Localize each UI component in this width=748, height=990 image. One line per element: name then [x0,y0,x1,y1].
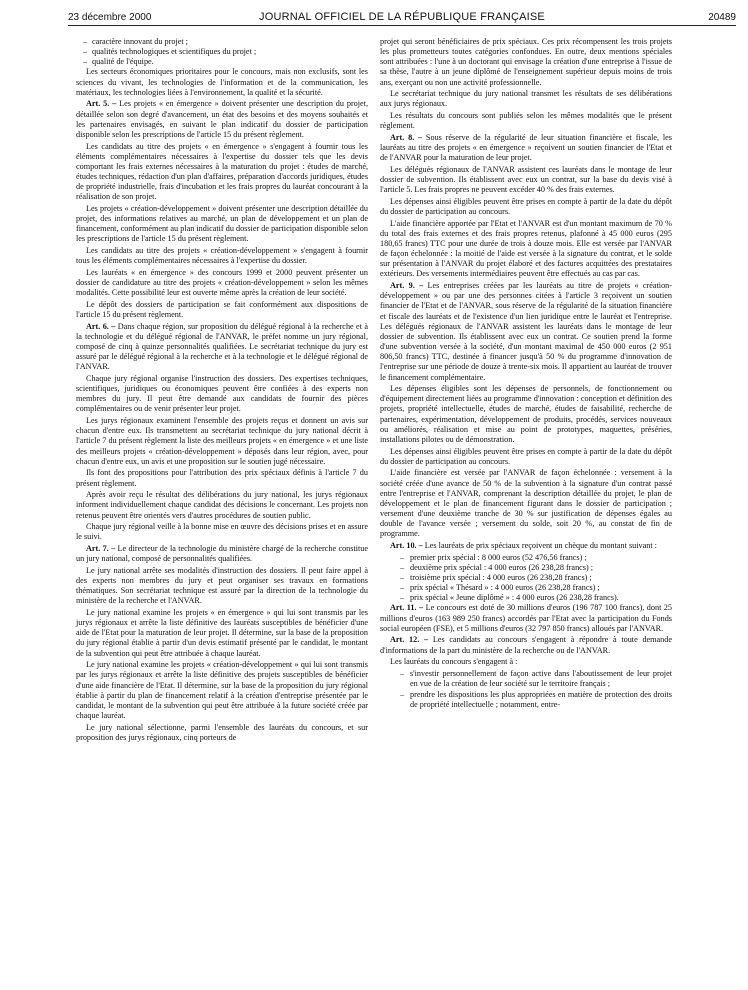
commitment-item: – s'investir personnellement de façon active dans l'aboutissement de leur projet en vue de la création de leur société sur le territoire français ; [380,669,672,689]
paragraph: Les secteurs économiques prioritaires pour le concours, mais non exclusifs, sont les sciences du vivant, les technologies de l'information et de la communication, les matériaux, les technologies liées à l'environnement, la qualité et la sécurité. [76,67,368,97]
criterion-item: – qualité de l'équipe. [76,57,368,67]
prize-item: – troisième prix spécial : 4 000 euros (26 238,28 francs) ; [380,573,672,583]
article-6 [76,322,368,373]
article-label: Art. 5. – [86,99,117,109]
paragraph: Les projets « création-développement » doivent présenter une description détaillée du projet, des informations relatives au marché, un plan de développement et un plan de financement, conformément au plan indicatif du dossier de participation disponible selon les prescriptions de l'article 15 du présent règlement. [76,204,368,244]
article-label: Art. 11. – [390,603,424,613]
paragraph: Les jurys régionaux examinent l'ensemble des projets reçus et donnent un avis sur chacun d'entre eux. Ils transmettent au secrétariat technique du jury national décrit à l'article 7 du présent règlement la liste des meilleurs projets « en émergence » et une liste des meilleurs projets « création-développement » déposés dans leur région, avec, pour chacun d'entre eux, un avis et une proposition sur le soutien jugé nécessaire. [76,416,368,466]
paragraph: Le jury national arrête ses modalités d'instruction des dossiers. Il peut faire appel à des experts non membres du jury et peut organiser ses travaux en formations thématiques. Son secrétariat technique est assuré par la direction de la technologie du ministère de la recherche et l'ANVAR. [76,565,368,606]
paragraph: Ils font des propositions pour l'attribution des prix spéciaux définis à l'article 7 du présent règlement. [76,468,368,488]
article-text: Les candidats au concours s'engagent à répondre à toute demande d'informations de la part du ministère de la recherche ou de l'ANVAR. [380,635,672,655]
paragraph: Le secrétariat technique du jury national transmet les résultats de ses délibérations aux jurys régionaux. [380,89,672,109]
criterion-item: – caractère innovant du projet ; [76,37,368,47]
paragraph: L'aide financière est versée par l'ANVAR de façon échelonnée : versement à la société créée d'une avance de 50 % de la subvention à la signature d'un contrat passé entre l'entreprise et l'ANVAR, comprenant la description détaillée du projet, le plan de développement et le plan de financement figurant dans le dossier de participation ; versement d'une deuxième tranche de 30 % sur justification de dépenses égales au double de l'avance versée ; versement du solde, soit 20 %, au constat de fin de programme. [380,468,672,539]
article-label: Art. 9. – [390,281,424,291]
paragraph: Les dépenses éligibles sont les dépenses de personnels, de fonctionnement ou d'équipement directement liées au programme d'innovation : conception et définition des projets, propriété intellectuelle, études de marché, études de faisabilité, recherche de partenaires, expérimentation, développement de produits, procédés, services nouveaux ou améliorés, réalisation et mise au point de prototypes, maquettes, préséries, installations pilotes ou de démonstration. [380,384,672,444]
paragraph: Chaque jury régional veille à la bonne mise en œuvre des décisions prises et en assure le suivi. [76,522,368,542]
right-column [380,37,672,712]
article-text: Sous réserve de la régularité de leur situation financière et fiscale, les lauréats au titre des projets « en émergence » reçoivent un soutien financier de l'Etat et de l'ANVAR pour la maturation de leur projet. [380,132,672,163]
article-text: Le directeur de la technologie du ministère chargé de la recherche constitue un jury national, composé de personnalités qualifiées. [76,544,369,564]
paragraph: Les dépenses ainsi éligibles peuvent être prises en compte à partir de la date du dépôt du dossier de participation au concours. [380,446,672,466]
paragraph: Les dépenses ainsi éligibles peuvent être prises en compte à partir de la date du dépôt du dossier de participation au concours. [380,196,672,216]
paragraph: Le jury national examine les projets « en émergence » qui lui sont transmis par les jurys régionaux et arrête la liste définitive des lauréats susceptibles de bénéficier d'une aide de l'Etat pour la maturation de leur projet. Il détermine, sur la base de la proposition du jury régional établie à partir d'un devis estimatif présenté par le candidat, le montant de la subvention qui peut être attribuée à chaque lauréat. [76,607,368,658]
paragraph: Le dépôt des dossiers de participation se fait conformément aux dispositions de l'article 15 du présent règlement. [76,299,368,320]
article-5 [76,99,368,140]
article-text: Dans chaque région, sur proposition du délégué régional à la recherche et à la technologie et du délégué régional de l'ANVAR, le préfet nomme un jury régional, composé de cinq à quinze personnalités qualifiées. Le secrétariat technique du jury est assuré par le délégué régional à la recherche et à la technologie et le délégué régional de l'ANVAR. [76,321,368,372]
article-10 [380,541,672,551]
article-11 [380,603,672,633]
article-label: Art. 12. – [390,635,429,645]
prize-item: – deuxième prix spécial : 4 000 euros (26 238,28 francs) ; [380,563,672,573]
page-number: 20489 [708,12,736,23]
header-date: 23 décembre 2000 [68,12,152,23]
article-text: Le concours est doté de 30 millions d'euros (196 787 100 francs), dont 25 millions d'euros (163 989 250 francs) accordés par l'Etat avec la participation du Fonds social européen (FSE), et 5 millions d'euros (32 797 850 francs) alloués par l'ANVAR. [380,603,672,633]
paragraph: Les lauréats du concours s'engagent à : [390,657,518,667]
commitment-item: – prendre les dispositions les plus appropriées en matière de protection des droits de propriété intellectuelle ; notamment, entre- [380,690,672,710]
article-label: Art. 10. – [390,541,423,550]
article-text: Les projets « en émergence » doivent présenter une description du projet, détaillée selon son degré d'avancement, un état des besoins et des moyens souhaités et les partenaires envisagés, en suivant le plan indicatif du dossier de participation disponible selon les prescriptions de l'article 15 du présent règlement. [76,99,369,139]
paragraph: Les candidats au titre des projets « en émergence » s'engagent à fournir tous les éléments complémentaires nécessaires à l'expertise du dossier tels que les devis comportant les frais externes nécessaires à la maturation du projet : études de marché, études techniques, rédaction d'un plan d'affaires, préparation d'accords juridiques, études de propriété industrielle, frais d'incubation et les frais propres du lauréat concourant à la réalisation de son projet. [76,141,368,202]
article-label: Art. 8. – [390,132,423,142]
article-9 [380,281,672,383]
prize-item: – premier prix spécial : 8 000 euros (52 476,56 francs) ; [380,553,672,563]
paragraph: L'aide financière apportée par l'Etat et l'ANVAR est d'un montant maximum de 70 % du total des frais externes et des frais propres retenus, plafonné à 45 000 euros (295 180,65 francs) TTC pour une durée de trois à douze mois. Elle est versée par l'ANVAR de façon échelonnée : la moitié de l'aide est versée à la signature du contrat, et le solde sur présentation à l'ANVAR du projet élaboré et des factures acquittées des prestataires extérieurs. Des versements intermédiaires peuvent être effectués au cas par cas. [380,218,672,279]
article-text: Les lauréats de prix spéciaux reçoivent un chèque du montant suivant : [422,541,657,550]
article-text: Les entreprises créées par les lauréats au titre de projets « création-développement » ou par une des personnes citées à l'article 3 reçoivent un soutien financier de l'Etat et de l'ANVAR, sous réserve de la régularité de la situation financière et fiscale des lauréats et de l'existence d'un lien juridique entre le lauréat et l'entreprise. Les délégués régionaux de l'ANVAR assistent les lauréats dans le montage de leur dossier de subvention. Ils établissent avec eux un contrat. Ce soutien prend la forme d'une subvention versée à la société, d'un montant maximal de 450 000 euros (2 951 806,50 francs) TTC, destinée à financer jusqu'à 50 % du programme d'innovation de l'entreprise sur une période de douze à trente-six mois. Il appartient au lauréat de trouver le financement complémentaire. [380,281,672,382]
article-8 [380,133,672,163]
prize-item: – prix spécial « Jeune diplômé » : 4 000 euros (26 238,28 francs). [380,593,672,603]
criterion-item: – qualités technologiques et scientifiques du projet ; [76,47,368,57]
paragraph: projet qui seront bénéficiaires de prix spéciaux. Ces prix récompensent les trois projets les plus prometteurs toutes catégories confondues. En outre, deux mentions spéciales sont attribuées : l'une à un doctorant qui envisage la création d'une entreprise à l'issue de sa thèse, l'autre à un jeune diplômé de l'enseignement supérieur depuis moins de trois ans, exerçant ou non une activité professionnelle. [380,37,672,87]
paragraph: Les délégués régionaux de l'ANVAR assistent ces lauréats dans le montage de leur dossier de subvention. Ils établissent avec eux un contrat, sur la base du devis visé à l'article 5. Les frais propres ne peuvent excéder 40 % des frais externes. [380,164,672,195]
paragraph: Chaque jury régional organise l'instruction des dossiers. Des expertises techniques, scientifiques, juridiques ou économiques peuvent être confiées à des experts non membres du jury. Il peut être demandé aux candidats de fournir des pièces complémentaires ou de venir présenter leur projet. [76,374,368,414]
paragraph: Le jury national sélectionne, parmi l'ensemble des lauréats du concours, et sur proposition des jurys régionaux, cinq porteurs de [76,722,368,742]
article-label: Art. 7. – [86,544,116,553]
paragraph: Le jury national examine les projets « création-développement » qui lui sont transmis par les jurys régionaux et arrête la liste définitive des projets susceptibles de bénéficier d'une aide financière de l'Etat. Il détermine, sur la base de la proposition du jury régional établie à partir du plan de financement relatif à la création d'entreprise présentée par le candidat, le montant de la subvention qui peut être attribuée à la future société créée par chaque lauréat. [76,660,368,720]
article-label: Art. 6. – [86,321,116,331]
paragraph: Les résultats du concours sont publiés selon les mêmes modalités que le présent règlement. [380,111,672,131]
article-12 [380,635,672,655]
paragraph: Après avoir reçu le résultat des délibérations du jury national, les jurys régionaux informent individuellement chaque candidat des décisions le concernant. Les projets non retenus peuvent être orientés vers d'autres procédures de soutien public. [76,490,368,520]
article-7 [76,544,368,564]
header-rule [68,25,736,26]
prize-item: – prix spécial « Thésard » : 4 000 euros (26 238,28 francs) ; [380,583,672,593]
paragraph: Les candidats au titre des projets « création-développement » s'engagent à fournir tous les éléments complémentaires nécessaires à l'expertise du dossier. [76,246,368,266]
journal-title: JOURNAL OFFICIEL DE LA RÉPUBLIQUE FRANÇAISE [259,11,545,23]
left-column [76,37,368,744]
paragraph: Les lauréats « en émergence » des concours 1999 et 2000 peuvent présenter un dossier de candidature au titre des projets « création-développement » selon les mêmes modalités. Cette possibilité leur est ouverte même après la création de leur société. [76,267,368,298]
